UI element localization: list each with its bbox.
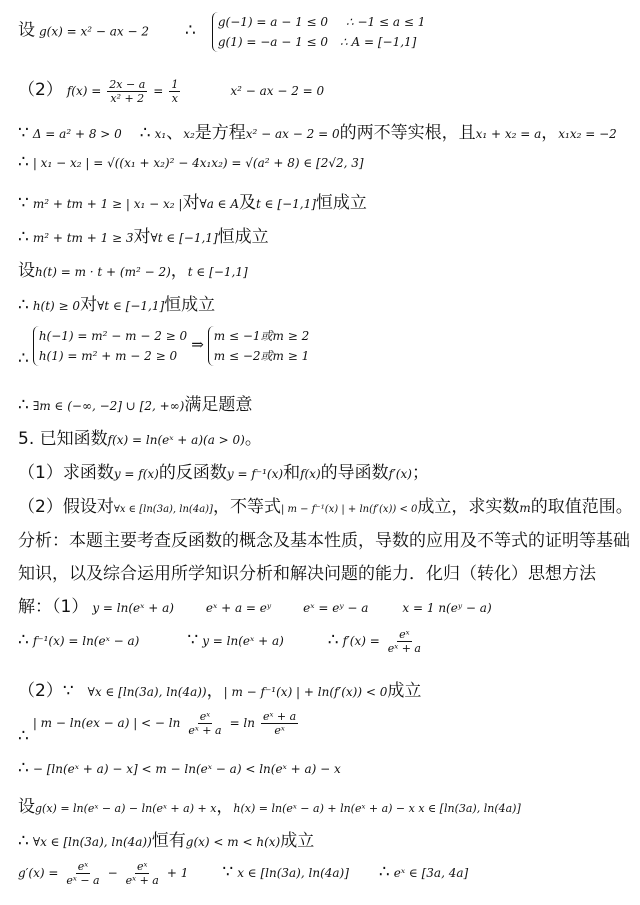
numerator: 2x − a	[109, 77, 146, 91]
formula: − [ln(eˣ + a) − x] < m − ln(eˣ − a) < ln(eˣ + a) − x	[32, 762, 341, 776]
text: （2）假设对	[18, 497, 114, 517]
formula: x² − ax − 2 = 0	[245, 127, 340, 141]
text: 对	[80, 295, 98, 315]
line-15	[18, 559, 596, 584]
formula: f(x) =	[66, 84, 102, 98]
therefore-symbol: ∴	[139, 123, 151, 143]
formula: g(x) = ln(eˣ − a) − ln(eˣ + a) + x	[35, 802, 217, 815]
formula: x₁	[154, 127, 167, 141]
formula: m² + tm + 1 ≥ 3	[32, 231, 134, 245]
line-20	[18, 758, 341, 778]
text: 成立	[387, 681, 422, 701]
formula: y = f(x)	[113, 467, 159, 481]
formula: ∀t ∈ [−1,1]	[97, 299, 165, 313]
text: 设	[18, 261, 35, 281]
text: ；	[411, 463, 429, 483]
text: ，不等式	[212, 497, 281, 517]
because-symbol: ∵	[62, 681, 74, 701]
formula: y = ln(eˣ + a)	[92, 601, 174, 615]
therefore-symbol: ∴	[18, 726, 29, 747]
line-14	[18, 526, 630, 551]
denominator: eˣ − a	[66, 874, 100, 887]
formula: y = ln(eˣ + a)	[202, 634, 284, 649]
formula: f(x)	[300, 467, 321, 481]
fraction	[124, 860, 161, 887]
problem-heading: 5. 已知函数	[18, 429, 108, 449]
formula: g(1) = −a − 1 ≤ 0	[217, 35, 329, 49]
part-label: （2）	[18, 80, 63, 100]
text: 恒成立	[164, 295, 216, 315]
equation-system	[208, 326, 309, 366]
formula: + 1	[166, 866, 189, 881]
text: 恒成立	[315, 193, 367, 213]
text: 成立	[280, 831, 315, 851]
therefore-symbol: ∴	[18, 348, 29, 369]
therefore-symbol: ∴	[18, 227, 29, 247]
formula: | m − f⁻¹(x) | + ln(f′(x)) < 0	[280, 504, 418, 515]
formula: ∀x ∈ [ln(3a), ln(4a))	[87, 685, 207, 699]
fraction	[107, 78, 147, 105]
text: 。	[244, 429, 262, 449]
denominator: eˣ	[274, 724, 285, 737]
line-19	[18, 710, 300, 746]
line-22	[18, 826, 314, 851]
text: ，	[170, 261, 188, 281]
text: 及	[239, 193, 257, 213]
formula: h(t) ≥ 0	[32, 299, 81, 313]
line-1	[18, 12, 425, 52]
formula: Δ = a² + 8 > 0	[32, 127, 122, 141]
text: 设	[18, 20, 35, 41]
formula: eˣ + a = eʸ	[205, 601, 272, 615]
fraction	[386, 628, 423, 655]
line-21	[18, 792, 521, 817]
formula: g(x) < m < h(x)	[185, 835, 281, 849]
line-9	[18, 326, 309, 369]
formula: x² − ax − 2 = 0	[230, 84, 325, 98]
denominator: eˣ + a	[125, 874, 159, 887]
formula: m ≤ −1或m ≥ 2	[213, 329, 310, 343]
formula: x₁ + x₂ = a	[475, 127, 542, 141]
line-6	[18, 222, 269, 247]
formula: m ≤ −2或m ≥ 1	[213, 349, 310, 363]
text: 恒有	[151, 831, 186, 851]
formula: eˣ = eʸ − a	[303, 601, 369, 615]
text: 恒成立	[217, 227, 269, 247]
formula: | m − ln(ex − a) | < − ln	[32, 716, 181, 731]
formula: g(x) = x² − ax − 2	[39, 24, 149, 39]
formula: −	[107, 866, 118, 881]
text: 对	[182, 193, 200, 213]
text: 的两不等实根，且	[339, 123, 476, 143]
formula: g(−1) = a − 1 ≤ 0	[217, 15, 329, 29]
text: 满足题意	[184, 395, 253, 415]
formula: y = f⁻¹(x)	[226, 467, 284, 481]
numerator: eˣ	[199, 710, 211, 723]
fraction	[261, 710, 298, 737]
therefore-symbol: ∴	[185, 20, 196, 41]
numerator: eˣ	[137, 860, 148, 873]
formula: | m − f⁻¹(x) | + ln(f′(x)) < 0	[223, 685, 388, 699]
line-10	[18, 390, 252, 415]
therefore-symbol: ∴	[18, 758, 29, 778]
therefore-symbol: ∴	[18, 831, 29, 851]
formula: ∃m ∈ (−∞, −2] ∪ [2, +∞)	[32, 399, 185, 413]
formula: = ln	[229, 716, 255, 731]
fraction	[186, 710, 223, 737]
line-16	[18, 592, 492, 617]
line-13	[18, 492, 633, 517]
because-symbol: ∵	[187, 630, 199, 651]
line-2	[18, 75, 324, 105]
formula: h(1) = m² + m − 2 ≥ 0	[38, 349, 178, 363]
part-label: （2）	[18, 681, 63, 701]
formula: f′(x)	[388, 467, 412, 481]
solution-label: 解：（1）	[18, 597, 89, 617]
formula: ∀a ∈ A	[199, 197, 240, 211]
text: 的取值范围。	[530, 497, 633, 517]
text: 成立，求实数	[417, 497, 520, 517]
text: 和	[283, 463, 301, 483]
text: ，	[541, 123, 559, 143]
because-symbol: ∵	[18, 193, 29, 213]
formula: t ∈ [−1,1]	[256, 197, 316, 211]
text: ，	[206, 681, 224, 701]
formula: x = 1 n(eʸ − a)	[402, 601, 492, 615]
because-symbol: ∵	[18, 123, 29, 143]
analysis-text: 分析：本题主要考查反函数的概念及基本性质，导数的应用及不等式的证明等基础	[18, 531, 630, 551]
formula: ∀t ∈ [−1,1]	[150, 231, 218, 245]
formula: =	[153, 84, 164, 98]
formula: ∴ −1 ≤ a ≤ 1	[346, 15, 426, 29]
formula: ∀x ∈ [ln(3a), ln(4a)]	[113, 504, 213, 515]
formula: f(x) = ln(eˣ + a)(a > 0)	[107, 433, 245, 447]
formula: eˣ ∈ [3a, 4a]	[393, 866, 469, 881]
equation-system	[33, 326, 187, 366]
therefore-symbol: ∴	[18, 295, 29, 315]
therefore-symbol: ∴	[18, 630, 29, 651]
fraction	[64, 860, 101, 887]
formula: x₂	[183, 127, 195, 141]
text: 的反函数	[158, 463, 227, 483]
line-5	[18, 188, 367, 213]
formula: | x₁ − x₂ | = √((x₁ + x₂)² − 4x₁x₂) = √(a² + 8) ∈ [2√2, 3]	[32, 156, 364, 170]
formula: h(t) = m · t + (m² − 2)	[35, 265, 171, 279]
formula: t ∈ [−1,1]	[187, 265, 248, 279]
numerator: eˣ + a	[263, 710, 297, 723]
formula: f′(x) =	[342, 634, 380, 649]
therefore-symbol: ∴	[18, 152, 29, 172]
numerator: eˣ	[77, 860, 89, 873]
line-18	[18, 676, 421, 701]
denominator: eˣ + a	[188, 724, 222, 737]
denominator: x	[171, 91, 178, 105]
numerator: eˣ	[399, 628, 410, 641]
formula: x ∈ [ln(3a), ln(4a)]	[237, 866, 349, 881]
text: 是方程	[194, 123, 246, 143]
text: （1）求函数	[18, 463, 114, 483]
line-3	[18, 118, 617, 143]
text: 的导函数	[320, 463, 389, 483]
formula: m	[519, 501, 531, 515]
denominator: eˣ + a	[387, 642, 421, 655]
analysis-text: 知识，以及综合运用所学知识分析和解决问题的能力．化归（转化）思想方法	[18, 564, 596, 584]
equation-system	[212, 12, 426, 52]
line-12	[18, 458, 429, 483]
fraction	[169, 78, 180, 105]
formula: ∴ A = [−1,1]	[340, 35, 417, 49]
line-4	[18, 152, 364, 172]
text: ，	[216, 797, 234, 817]
line-23	[18, 860, 468, 887]
because-symbol: ∵	[222, 862, 234, 883]
formula: f⁻¹(x) = ln(eˣ − a)	[32, 634, 140, 649]
formula: g′(x) =	[18, 866, 59, 881]
text: 、	[166, 123, 184, 143]
text: 对	[133, 227, 151, 247]
formula: h(x) = ln(eˣ − a) + ln(eˣ + a) − x x ∈ [ln(3a), ln(4a)]	[233, 802, 521, 815]
text: 设	[18, 797, 35, 817]
line-11	[18, 424, 262, 449]
formula: h(−1) = m² − m − 2 ≥ 0	[38, 329, 188, 343]
denominator: x² + 2	[110, 91, 145, 105]
therefore-symbol: ∴	[378, 862, 390, 883]
formula: x₁x₂ = −2	[558, 127, 617, 141]
therefore-symbol: ∴	[327, 630, 339, 651]
formula: ∀x ∈ [ln(3a), ln(4a))	[32, 835, 152, 849]
numerator: 1	[171, 77, 179, 91]
line-8	[18, 290, 215, 315]
therefore-symbol: ∴	[18, 395, 29, 415]
formula: m² + tm + 1 ≥ | x₁ − x₂ |	[32, 197, 183, 211]
line-17	[18, 628, 425, 655]
implies-arrow: ⇒	[191, 335, 204, 354]
line-7	[18, 256, 248, 281]
